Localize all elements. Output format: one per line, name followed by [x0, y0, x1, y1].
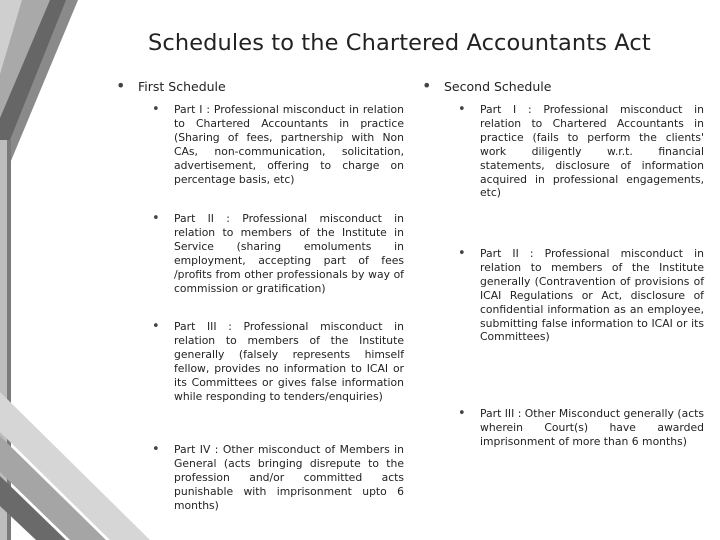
first-schedule-bullet: • — [116, 76, 126, 95]
first-schedule-heading: First Schedule — [138, 79, 226, 94]
second-schedule-part-2: Part II : Professional misconduct in relation to members of the Institute generally (Contravention of provisions of ICAI Regulations or Act, disclosure of confidential information as an employee, submitting false information to ICAI or its Committees) — [480, 247, 704, 344]
second-schedule-heading: Second Schedule — [444, 79, 552, 94]
first-schedule-item-bullet: • — [152, 442, 160, 457]
first-schedule-part-4: Part IV : Other misconduct of Members in General (acts bringing disrepute to the profession and/or committed acts punishable with imprisonment upto 6 months) — [174, 443, 404, 512]
first-schedule-part-2: Part II : Professional misconduct in relation to members of the Institute in Service (sharing emoluments in employment, accepting part of fees /profits from other professionals by way of commission or gratification) — [174, 212, 404, 295]
second-schedule-bullet: • — [422, 76, 432, 95]
first-schedule-item-bullet: • — [152, 211, 160, 226]
first-schedule-item-bullet: • — [152, 102, 160, 117]
second-schedule-part-3: Part III : Other Misconduct generally (acts wherein Court(s) have awarded imprisonment of more than 6 months) — [480, 407, 704, 448]
second-schedule-item-bullet: • — [458, 102, 466, 117]
second-schedule-part-1: Part I : Professional misconduct in relation to Chartered Accountants in practice (fails to perform the clients' work diligently w.r.t. financial statements, disclosure of information acquired in professional engagements, etc) — [480, 103, 704, 200]
second-schedule-item-bullet: • — [458, 406, 466, 421]
first-schedule-part-3: Part III : Professional misconduct in relation to members of the Institute generally (falsely represents himself fellow, provides no information to ICAI or its Committees or gives false information while responding to tenders/enquiries) — [174, 320, 404, 403]
slide-title: Schedules to the Chartered Accountants Act — [148, 30, 651, 56]
first-schedule-part-1: Part I : Professional misconduct in relation to Chartered Accountants in practice (Sharing of fees, partnership with Non CAs, non-communication, solicitation, advertisement, offering to charge on percentage basis, etc) — [174, 103, 404, 186]
first-schedule-item-bullet: • — [152, 319, 160, 334]
second-schedule-item-bullet: • — [458, 246, 466, 261]
